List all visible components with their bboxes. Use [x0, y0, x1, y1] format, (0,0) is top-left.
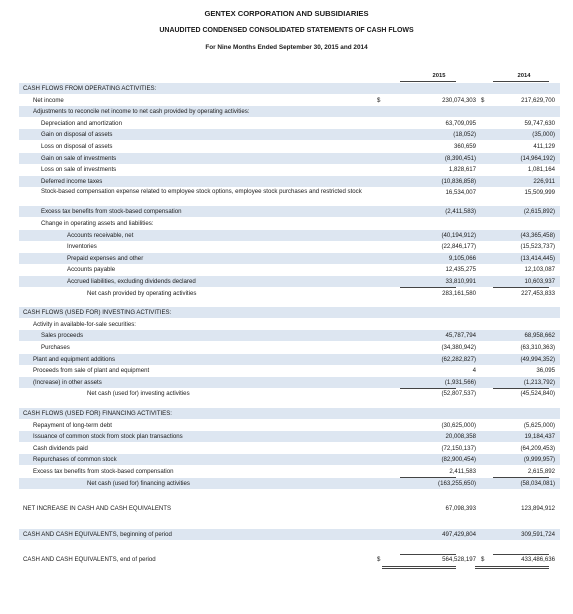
value-2014: 226,911 [533, 177, 555, 185]
value-2014: (9,999,957) [523, 456, 555, 464]
table-row [19, 176, 560, 187]
table-row [19, 503, 560, 514]
table-row [19, 330, 560, 341]
row-label: CASH FLOWS (USED FOR) FINANCING ACTIVITIES: [23, 410, 172, 417]
table-row [19, 187, 560, 206]
row-label: Net cash (used for) investing activities [87, 390, 190, 398]
total-rule [493, 287, 549, 288]
row-label: Change in operating assets and liabilities: [41, 220, 154, 227]
total-rule [493, 477, 549, 478]
table-total-row [19, 388, 560, 399]
table-row [19, 153, 560, 164]
table-row [19, 443, 560, 454]
table-row [19, 529, 560, 540]
currency-symbol: $ [377, 556, 381, 564]
row-label: Stock-based compensation expense related to employee stock options, employee stock purchases and restricted stock [41, 188, 362, 196]
value-2014: 309,591,724 [521, 530, 555, 538]
table-row [19, 319, 560, 330]
currency-symbol: $ [377, 96, 381, 104]
value-2015: (1,931,566) [444, 378, 476, 386]
table-row [19, 466, 560, 477]
value-2015: (34,380,942) [441, 344, 476, 351]
value-2015: (82,900,454) [441, 456, 476, 464]
table-row [19, 129, 560, 140]
value-2015: 67,098,393 [445, 505, 476, 513]
value-2014: (58,034,081) [520, 479, 555, 487]
value-2014: 433,486,636 [521, 556, 555, 564]
value-2015: (8,390,451) [444, 154, 476, 162]
value-2014: (45,524,840) [520, 390, 555, 398]
value-2015: (22,846,177) [441, 243, 476, 251]
value-2014: (5,625,000) [523, 421, 555, 429]
table-row [19, 276, 560, 287]
row-label: Activity in available-for-sale securities: [33, 320, 136, 328]
table-row [19, 206, 560, 217]
total-rule [493, 554, 549, 555]
double-rule [382, 568, 456, 569]
table-row [19, 420, 560, 431]
table-row [19, 230, 560, 241]
value-2014: (1,213,792) [523, 378, 555, 386]
row-label: Excess tax benefits from stock-based compensation [33, 468, 174, 475]
row-label: Issuance of common stock from stock plan transactions [33, 433, 183, 441]
value-2014: 19,184,437 [524, 433, 555, 441]
value-2015: 33,810,991 [445, 278, 476, 285]
table-row [19, 554, 560, 565]
table-row [19, 365, 560, 376]
value-2015: (2,411,583) [445, 208, 476, 216]
row-label: Proceeds from sale of plant and equipment [33, 367, 150, 375]
value-2014: 68,958,662 [524, 332, 555, 340]
double-rule [475, 568, 549, 569]
table-total-row [19, 288, 560, 299]
value-2015: (40,194,912) [441, 231, 476, 239]
value-2015: 63,709,095 [445, 119, 476, 127]
currency-symbol: $ [481, 96, 485, 104]
row-label: Prepaid expenses and other [67, 254, 144, 262]
value-2015: (30,625,000) [441, 421, 476, 429]
value-2015: 283,161,580 [442, 289, 476, 297]
row-label: Accounts payable [67, 266, 116, 274]
row-label: Loss on sale of investments [41, 166, 117, 174]
total-rule [400, 477, 456, 478]
table-row [19, 307, 560, 318]
value-2014: (64,209,453) [520, 444, 555, 452]
table-row [19, 241, 560, 252]
total-rule [400, 554, 456, 555]
value-2014: 227,453,833 [521, 289, 555, 297]
value-2015: 2,411,583 [449, 468, 476, 475]
row-label: Net cash (used for) financing activities [87, 479, 190, 487]
value-2014: (63,310,363) [520, 344, 555, 351]
double-rule [382, 566, 456, 567]
value-2014: 15,509,999 [524, 189, 555, 197]
row-label: CASH FLOWS FROM OPERATING ACTIVITIES: [23, 85, 157, 92]
double-rule [475, 566, 549, 567]
value-2014: 123,894,912 [521, 505, 555, 513]
table-row [19, 218, 560, 229]
value-2014: 36,095 [536, 367, 555, 375]
total-rule [400, 287, 456, 288]
value-2014: 12,103,087 [524, 266, 555, 274]
column-header-2014: 2014 [517, 73, 531, 79]
header-rule [400, 81, 456, 82]
value-2015: 9,105,066 [448, 254, 476, 262]
row-label: Net cash provided by operating activities [87, 289, 197, 297]
value-2015: 20,008,358 [445, 433, 476, 441]
currency-symbol: $ [481, 556, 485, 564]
value-2015: 497,429,804 [442, 530, 476, 538]
value-2015: (72,150,137) [441, 444, 476, 452]
statement-title: UNAUDITED CONDENSED CONSOLIDATED STATEMENTS OF CASH FLOWS [159, 27, 414, 34]
company-title: GENTEX CORPORATION AND SUBSIDIARIES [204, 9, 369, 18]
value-2014: (43,365,458) [520, 231, 555, 239]
value-2015: 360,659 [453, 143, 476, 150]
value-2014: (35,000) [532, 131, 555, 139]
value-2015: (52,807,537) [441, 390, 476, 398]
table-row [19, 164, 560, 175]
row-label: Accrued liabilities, excluding dividends declared [67, 278, 196, 285]
table-row [19, 106, 560, 117]
row-label: Repurchases of common stock [33, 456, 117, 464]
table-row [19, 118, 560, 129]
table-row [19, 408, 560, 419]
row-label: Sales proceeds [41, 332, 84, 340]
value-2014: (14,964,192) [520, 154, 555, 162]
table-row [19, 454, 560, 465]
row-label: Loss on disposal of assets [41, 143, 113, 150]
value-2014: 217,629,700 [521, 96, 555, 104]
row-label: Gain on sale of investments [41, 154, 117, 162]
value-2015: 4 [472, 367, 476, 375]
table-row [19, 354, 560, 365]
row-label: Repayment of long-term debt [33, 421, 112, 429]
row-label: Excess tax benefits from stock-based compensation [41, 208, 182, 216]
value-2014: (49,994,352) [520, 355, 555, 363]
table-row [19, 83, 560, 94]
value-2015: (18,052) [453, 131, 476, 139]
period-subtitle: For Nine Months Ended September 30, 2015 and 2014 [205, 44, 368, 51]
value-2014: 10,603,937 [524, 278, 555, 285]
row-label: Plant and equipment additions [33, 355, 115, 363]
row-label: Adjustments to reconcile net income to net cash provided by operating activities: [33, 108, 250, 116]
header-rule [493, 81, 549, 82]
value-2015: 12,435,275 [445, 266, 476, 274]
table-row [19, 431, 560, 442]
total-rule [400, 388, 456, 389]
value-2014: 2,615,892 [527, 468, 555, 475]
column-header-row [19, 71, 560, 82]
row-label: Cash dividends paid [33, 444, 88, 452]
row-label: Depreciation and amortization [41, 119, 122, 127]
table-row [19, 264, 560, 275]
row-label: CASH AND CASH EQUIVALENTS, beginning of period [23, 530, 172, 538]
row-label: CASH AND CASH EQUIVALENTS, end of period [23, 556, 156, 564]
value-2014: 411,129 [533, 143, 555, 150]
value-2014: (15,523,737) [520, 243, 555, 251]
value-2015: 1,828,617 [448, 166, 476, 174]
table-row [19, 377, 560, 388]
row-label: NET INCREASE IN CASH AND CASH EQUIVALENTS [23, 505, 172, 513]
value-2014: (2,615,892) [523, 208, 555, 216]
row-label: Purchases [41, 344, 70, 351]
value-2015: 45,787,794 [445, 332, 476, 340]
value-2014: 1,081,164 [527, 166, 555, 174]
value-2015: 564,528,197 [442, 556, 476, 564]
table-row [19, 253, 560, 264]
total-rule [493, 388, 549, 389]
value-2015: 230,074,303 [442, 96, 476, 104]
column-header-2015: 2015 [432, 73, 446, 79]
row-label: Deferred income taxes [41, 177, 103, 185]
value-2015: (10,836,858) [441, 177, 476, 185]
table-row [19, 342, 560, 353]
row-label: Accounts receivable, net [67, 231, 134, 239]
table-total-row [19, 478, 560, 489]
value-2014: (13,414,445) [520, 254, 555, 262]
row-label: Net income [33, 96, 64, 104]
table-row [19, 141, 560, 152]
row-label: (Increase) in other assets [33, 378, 102, 386]
value-2015: (163,255,650) [438, 479, 476, 487]
row-label: CASH FLOWS (USED FOR) INVESTING ACTIVITIES: [23, 309, 172, 317]
value-2014: 59,747,630 [524, 119, 555, 127]
table-row [19, 95, 560, 106]
value-2015: (62,282,827) [441, 355, 476, 363]
value-2015: 16,534,007 [445, 189, 476, 197]
row-label: Gain on disposal of assets [41, 131, 113, 139]
row-label: Inventories [67, 243, 97, 251]
